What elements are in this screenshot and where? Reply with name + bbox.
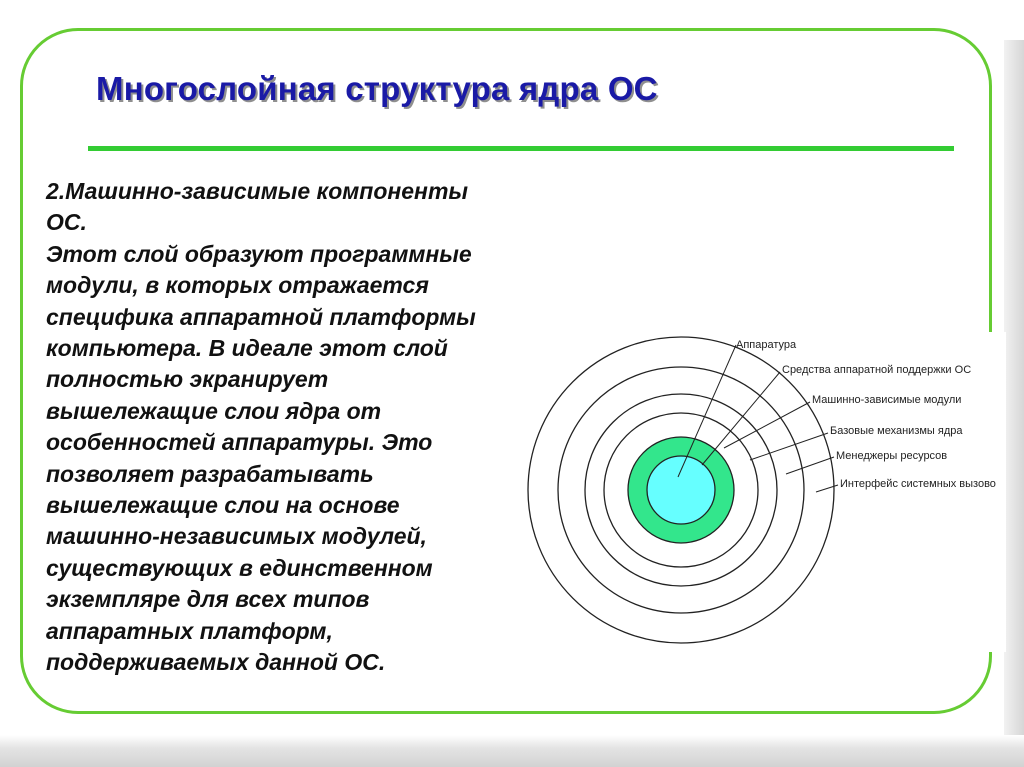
body-line: 2.Машинно-зависимые компоненты	[46, 178, 469, 204]
leader-line	[786, 457, 834, 474]
body-line: полностью экранирует	[46, 366, 329, 393]
body-line: вышележащие слои ядра от	[46, 397, 382, 424]
leader-line	[724, 402, 810, 448]
layer-core-hardware	[647, 456, 715, 524]
body-line: аппаратных платформ,	[46, 617, 333, 644]
body-line: Этот слой образуют программные	[46, 240, 472, 267]
kernel-layers-diagram	[524, 332, 1006, 652]
body-line: специфика аппаратной платформы	[46, 303, 476, 330]
body-line: особенностей аппаратуры. Это	[46, 429, 433, 456]
body-line: модули, в которых отражается	[46, 272, 429, 299]
body-line: машинно-независимых модулей,	[46, 523, 427, 550]
label-hardware: Аппаратура	[736, 339, 797, 351]
slide-shadow-right	[1004, 40, 1024, 767]
label-base-mechanisms: Базовые механизмы ядра	[830, 425, 963, 437]
label-resource-managers: Менеджеры ресурсов	[836, 450, 948, 462]
body-line: экземпляре для всех типов	[46, 586, 370, 613]
slide-title: Многослойная структура ядра ОС	[96, 70, 658, 107]
body-line: компьютера. В идеале этот слой	[46, 335, 448, 362]
body-text	[46, 176, 536, 679]
body-line: ОС.	[46, 209, 87, 236]
label-syscall-interface: Интерфейс системных вызово	[840, 478, 996, 490]
body-line: вышележащие слои на основе	[46, 492, 400, 519]
body-line: поддерживаемых данной ОС.	[46, 649, 386, 676]
layers-svg	[524, 332, 1006, 652]
slide-shadow-bottom	[0, 735, 1024, 767]
leader-line	[816, 485, 838, 492]
title-underline	[88, 146, 954, 151]
label-hw-support: Средства аппаратной поддержки ОС	[782, 364, 972, 376]
body-line: позволяет разрабатывать	[46, 460, 374, 487]
body-line: существующих в единственном	[46, 554, 433, 581]
label-machine-dependent: Машинно-зависимые модули	[812, 394, 962, 406]
